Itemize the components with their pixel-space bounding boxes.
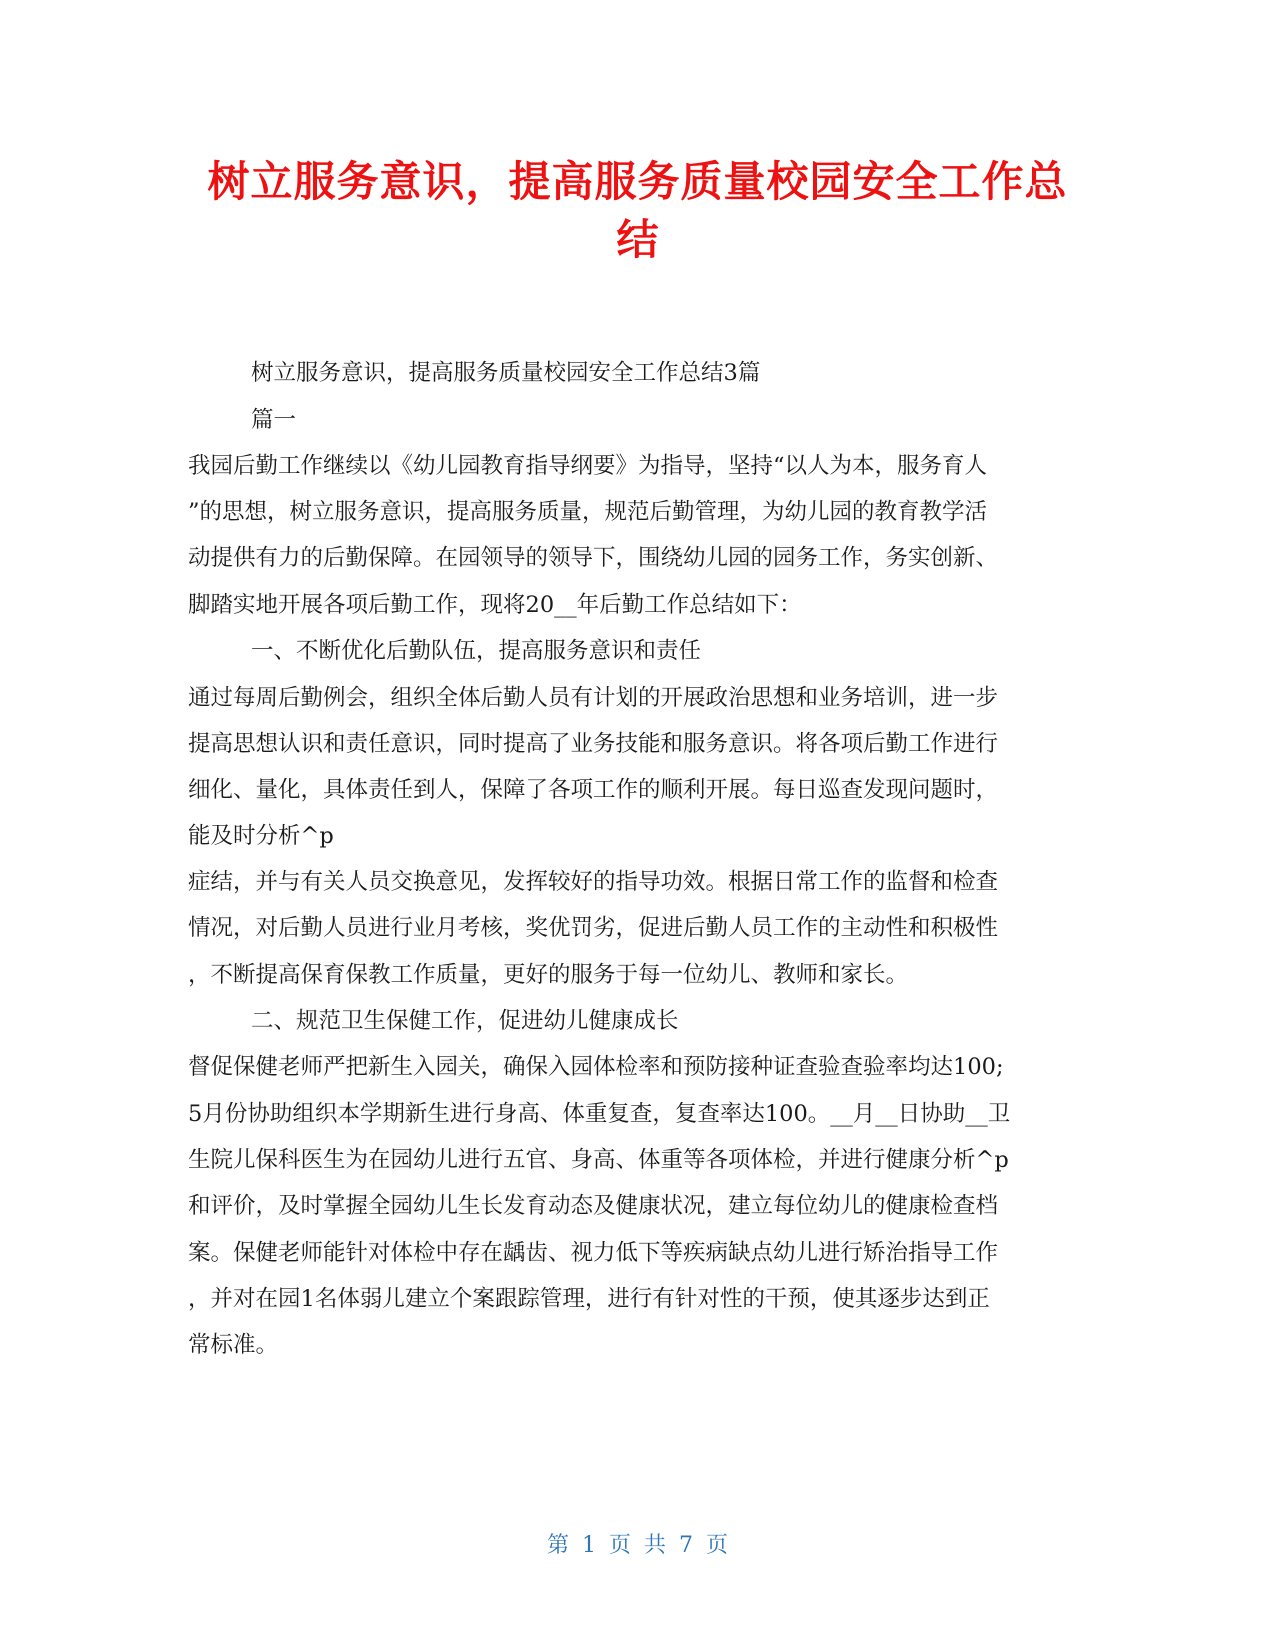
paragraph-line: 动提供有力的后勤保障。在园领导的领导下，围绕幼儿园的园务工作，务实创新、 (188, 545, 999, 571)
section-heading: 一、不断优化后勤队伍，提高服务意识和责任 (251, 638, 702, 664)
paragraph-line: ，并对在园1名体弱儿建立个案跟踪管理，进行有针对性的干预，使其逐步达到正 (188, 1286, 990, 1312)
paragraph-line: 脚踏实地开展各项后勤工作，现将20__年后勤工作总结如下： (188, 592, 802, 618)
paragraph-line: 5月份协助组织本学期新生进行身高、体重复查，复查率达100。__月__日协助__卫 (188, 1101, 1011, 1127)
paragraph-line: ，不断提高保育保教工作质量，更好的服务于每一位幼儿、教师和家长。 (188, 962, 909, 988)
page-number: 第 1 页 共 7 页 (547, 1533, 728, 1558)
paragraph-line: 案。保健老师能针对体检中存在龋齿、视力低下等疾病缺点幼儿进行矫治指导工作 (188, 1240, 999, 1266)
paragraph-line: 常标准。 (188, 1332, 279, 1358)
paragraph-line: ”的思想，树立服务意识，提高服务质量，规范后勤管理，为幼儿园的教育教学活 (188, 499, 988, 525)
paragraph-line: 督促保健老师严把新生入园关，确保入园体检率和预防接种证查验查验率均达100; (188, 1054, 1004, 1080)
document-title-continued: 结 (616, 215, 659, 264)
section-label: 篇一 (251, 407, 297, 433)
paragraph-line: 提高思想认识和责任意识，同时提高了业务技能和服务意识。将各项后勤工作进行 (188, 731, 999, 757)
subtitle-line: 树立服务意识，提高服务质量校园安全工作总结3篇 (251, 360, 761, 386)
paragraph-line: 能及时分析^p (188, 823, 334, 849)
paragraph-line: 生院儿保科医生为在园幼儿进行五官、身高、体重等各项体检，并进行健康分析^p (188, 1147, 1009, 1173)
paragraph-line: 和评价，及时掌握全园幼儿生长发育动态及健康状况，建立每位幼儿的健康检查档 (188, 1193, 999, 1219)
document-title: 树立服务意识，提高服务质量校园安全工作总 (207, 157, 1068, 206)
paragraph-line: 通过每周后勤例会，组织全体后勤人员有计划的开展政治思想和业务培训，进一步 (188, 685, 999, 711)
paragraph-line: 情况，对后勤人员进行业月考核，奖优罚劣，促进后勤人员工作的主动性和积极性 (188, 915, 999, 941)
paragraph-line: 细化、量化，具体责任到人，保障了各项工作的顺利开展。每日巡查发现问题时， (188, 777, 999, 803)
paragraph-line: 症结，并与有关人员交换意见，发挥较好的指导功效。根据日常工作的监督和检查 (188, 869, 999, 895)
paragraph-line: 我园后勤工作继续以《幼儿园教育指导纲要》为指导，坚持“以人为本，服务育人 (188, 453, 988, 479)
section-heading: 二、规范卫生保健工作，促进幼儿健康成长 (251, 1008, 679, 1034)
